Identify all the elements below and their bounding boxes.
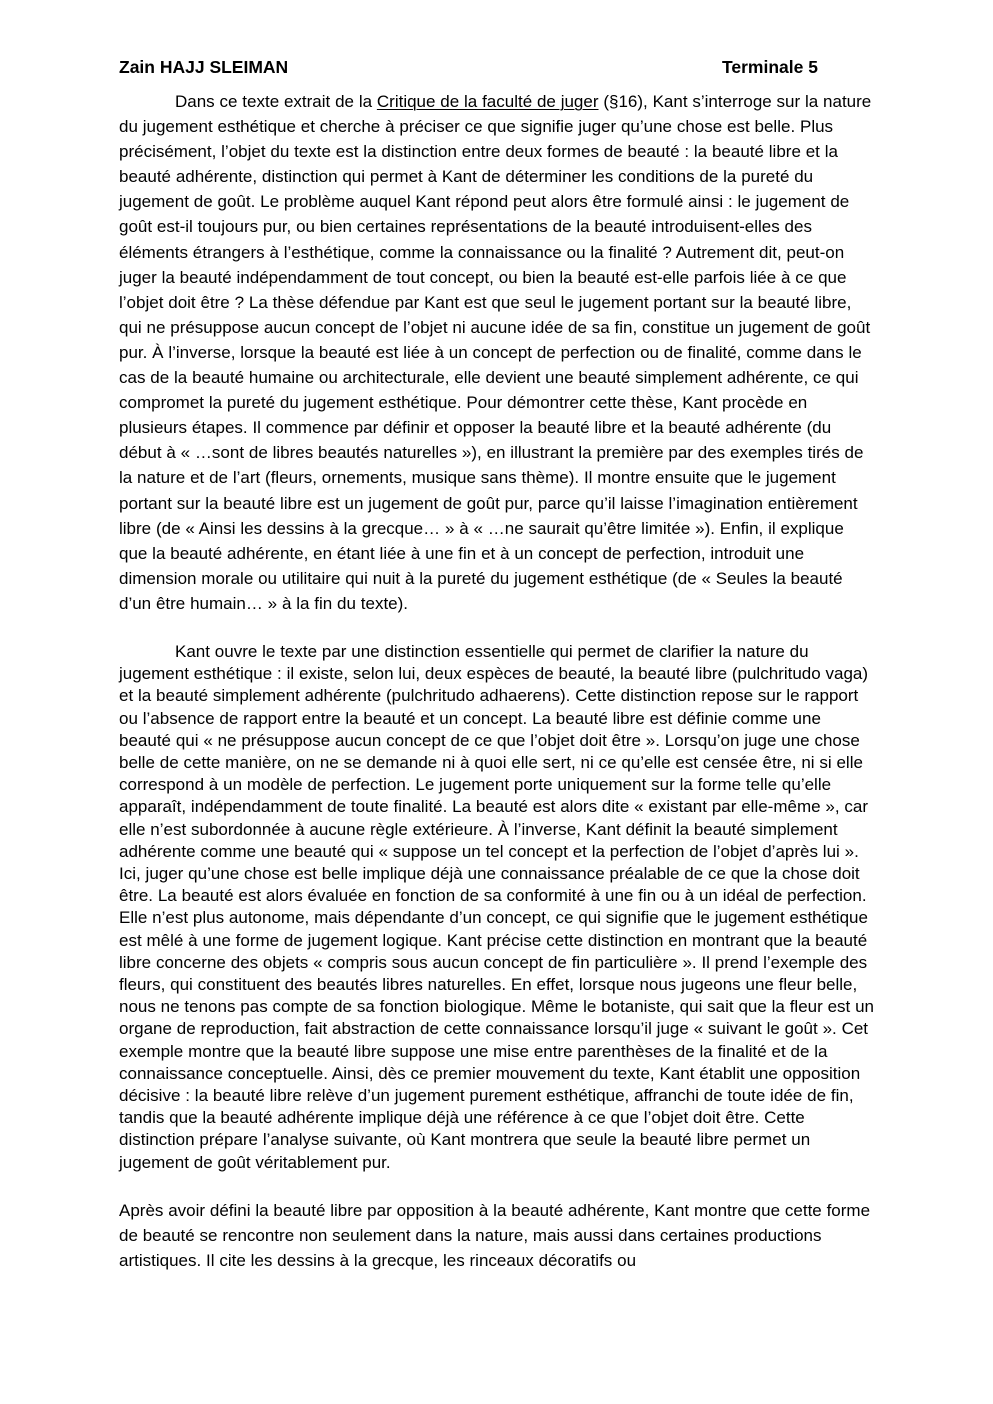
document-header	[119, 55, 875, 89]
paragraph-introduction	[119, 89, 875, 616]
paragraph-first-movement: Kant ouvre le texte par une distinction essentielle qui permet de clarifier la nature du jugement esthétique : il existe, selon lui, deux espèces de beauté, la beauté libre (pulchritudo vaga) et la beauté simplement adhérente (pulchritudo adhaerens). Cette distinction repose sur le rapport ou l’absence de rapport entre la beauté et un concept. La beauté libre est définie comme une beauté qui « ne présuppose aucun concept de ce que l’objet doit être ». Lorsqu’on juge une chose belle de cette manière, on ne se demande ni à quoi elle sert, ni ce qu’elle est censée être, ni si elle correspond à un modèle de perfection. Le jugement porte uniquement sur la forme telle qu’elle apparaît, indépendamment de toute finalité. La beauté est alors dite « existant par elle-même », car elle n’est subordonnée à aucune règle extérieure. À l’inverse, Kant définit la beauté simplement adhérente comme une beauté qui « suppose un tel concept et la perfection de l’objet d’après lui ». Ici, juger qu’une chose est belle implique déjà une connaissance préalable de ce que la chose doit être. La beauté est alors évaluée en fonction de sa conformité à une fin ou à un idéal de perfection. Elle n’est plus autonome, mais dépendante d’un concept, ce qui signifie que le jugement esthétique est mêlé à une forme de jugement logique. Kant précise cette distinction en montrant que la beauté libre concerne des objets « compris sous aucun concept de fin particulière ». Il prend l’exemple des fleurs, qui constituent des beautés libres naturelles. En effet, lorsque nous jugeons une fleur belle, nous ne tenons pas compte de sa fonction biologique. Même le botaniste, qui sait que la fleur est un organe de reproduction, fait abstraction de cette connaissance lorsqu’il juge « suivant le goût ». Cet exemple montre que la beauté libre suppose une mise entre parenthèses de la finalité et de la connaissance conceptuelle. Ainsi, dès ce premier mouvement du texte, Kant établit une opposition décisive : la beauté libre relève d’un jugement purement esthétique, affranchi de toute idée de fin, tandis que la beauté adhérente implique déjà une référence à ce que l’objet doit être. Cette distinction prépare l’analyse suivante, où Kant montrera que seule la beauté libre permet un jugement de goût véritablement pur.	[119, 641, 875, 1172]
header-class-label: Terminale 5	[722, 57, 818, 77]
paragraph-spacer-1	[119, 616, 875, 641]
paragraph-spacer-2	[119, 1174, 875, 1198]
paragraph-1-remaining-text: (§16), Kant s’interroge sur la nature du jugement esthétique et cherche à préciser ce que signifie juger qu’une chose est belle. Plus précisément, l’objet du texte est la distinction entre deux formes de beauté : la beauté libre et la beauté adhérente, distinction qui permet à Kant de déterminer les conditions de la pureté du jugement de goût. Le problème auquel Kant répond peut alors être formulé ainsi : le jugement de goût est-il toujours pur, ou bien certaines représentations de la beauté introduisent-elles des éléments étrangers à l’esthétique, comme la connaissance ou la finalité ? Autrement dit, peut-on juger la beauté indépendamment de tout concept, ou bien la beauté est-elle parfois liée à ce que l’objet doit être ? La thèse défendue par Kant est que seul le jugement portant sur la beauté libre, qui ne présuppose aucun concept de l’objet ni aucune idée de sa fin, constitue un jugement de goût pur. À l’inverse, lorsque la beauté est liée à un concept de perfection ou de finalité, comme dans le cas de la beauté humaine ou architecturale, elle devient une beauté simplement adhérente, ce qui compromet la pureté du jugement esthétique. Pour démontrer cette thèse, Kant procède en plusieurs étapes. Il commence par définir et opposer la beauté libre et la beauté adhérente (du début à « …sont de libres beautés naturelles »), en illustrant la première par des exemples tirés de la nature et de l’art (fleurs, ornements, musique sans thème). Il montre ensuite que le jugement portant sur la beauté libre est un jugement de goût pur, parce qu’il laisse l’imagination entièrement libre (de « Ainsi les dessins à la grecque… » à « …ne saurait qu’être limitée »). Enfin, il explique que la beauté adhérente, en étant liée à une fin et à un concept de perfection, introduit une dimension morale ou utilitaire qui nuit à la pureté du jugement esthétique (de « Seules la beauté d’un être humain… » à la fin du texte).	[119, 92, 872, 613]
paragraph-second-movement: Après avoir défini la beauté libre par opposition à la beauté adhérente, Kant montre que cette forme de beauté se rencontre non seulement dans la nature, mais aussi dans certaines productions artistiques. Il cite les dessins à la grecque, les rinceaux décoratifs ou	[119, 1200, 871, 1271]
header-author-name: Zain HAJJ SLEIMAN	[119, 57, 289, 77]
paragraph-1-lead-text: Dans ce texte extrait de la	[175, 92, 377, 111]
document-text-column	[119, 55, 875, 1273]
work-title-critique-de-la-faculte-de-juger: Critique de la faculté de juger	[376, 92, 599, 111]
